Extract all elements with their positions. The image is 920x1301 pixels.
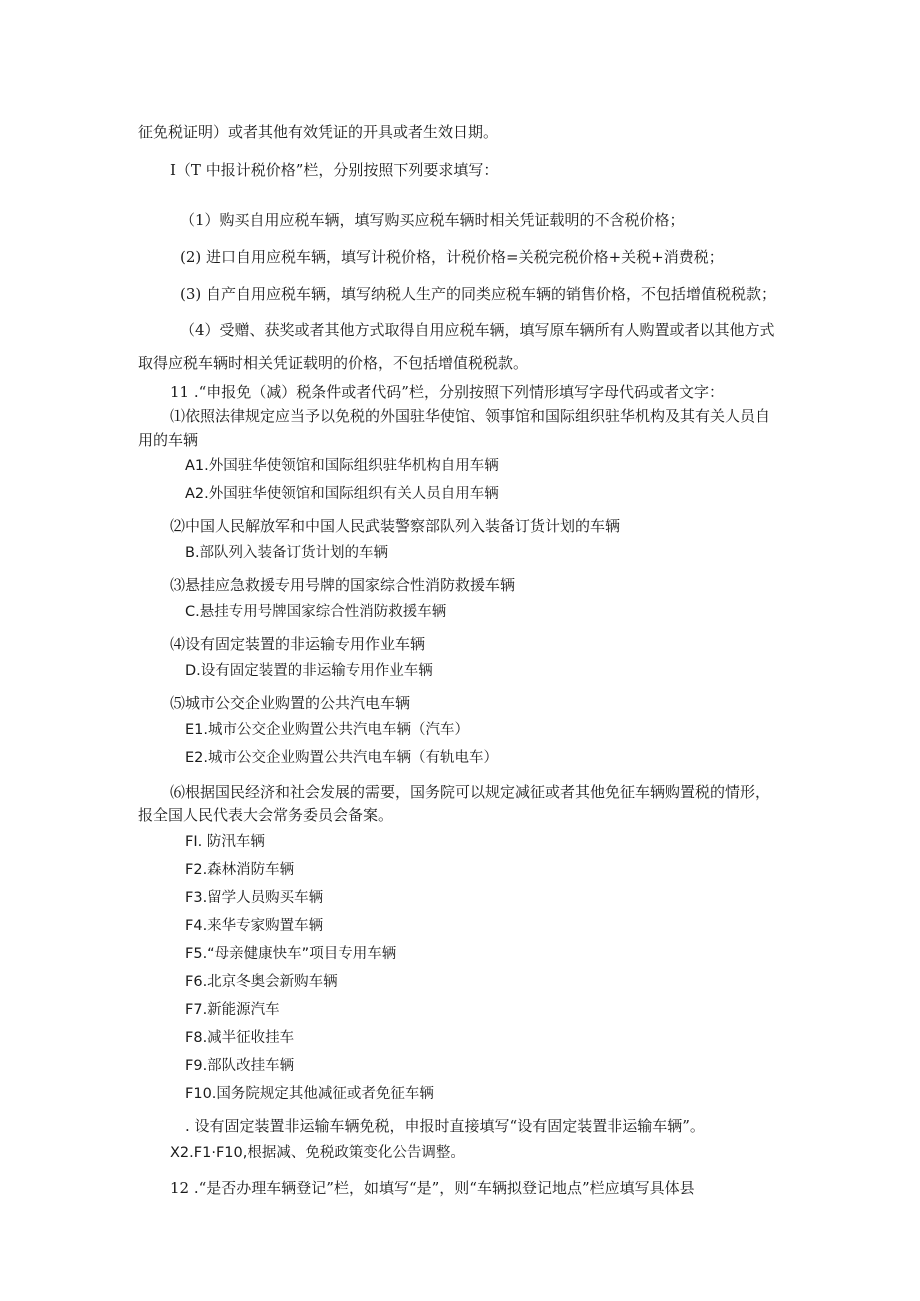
list-item: D.设有固定装置的非运输专用作业车辆 — [185, 663, 433, 679]
text-line: (3) 自产自用应税车辆，填写纳税人生产的同类应税车辆的销售价格，不包括增值税税款； — [180, 285, 777, 303]
list-item: F10.国务院规定其他减征或者免征车辆 — [185, 1086, 434, 1102]
text-line: (2) 进口自用应税车辆，填写计税价格，计税价格=关税完税价格+关税+消费税； — [180, 248, 724, 266]
list-item: E1.城市公交企业购置公共汽电车辆（汽车） — [185, 722, 469, 738]
text-line: 12 .“是否办理车辆登记”栏，如填写“是”，则“车辆拟登记地点”栏应填写具体县 — [170, 1179, 695, 1197]
text-line: 报全国人民代表大会常务委员会备案。 — [138, 806, 394, 824]
list-item: A1.外国驻华使领馆和国际组织驻华机构自用车辆 — [185, 458, 499, 474]
text-line: 征免税证明）或者其他有效凭证的开具或者生效日期。 — [138, 123, 499, 141]
text-line: 用的车辆 — [138, 431, 199, 449]
list-item: E2.城市公交企业购置公共汽电车辆（有轨电车） — [185, 750, 498, 766]
list-item: A2.外国驻华使领馆和国际组织有关人员自用车辆 — [185, 486, 499, 502]
text-line: ⑹根据国民经济和社会发展的需要，国务院可以规定减征或者其他免征车辆购置税的情形， — [170, 783, 771, 801]
list-item: F5.“母亲健康快车”项目专用车辆 — [185, 946, 397, 962]
list-item: F9.部队改挂车辆 — [185, 1058, 295, 1074]
text-line: X2.F1·F10,根据减、免税政策变化公告调整。 — [170, 1145, 465, 1161]
list-item: FI. 防汛车辆 — [185, 834, 265, 850]
list-item: F3.留学人员购买车辆 — [185, 890, 324, 906]
text-line: 11 .“申报免（减）税条件或者代码”栏，分别按照下列情形填写字母代码或者文字： — [170, 383, 724, 401]
text-line: ⑴依照法律规定应当予以免税的外国驻华使馆、领事馆和国际组织驻华机构及其有关人员自 — [170, 407, 771, 425]
list-item: B.部队列入装备订货计划的车辆 — [185, 545, 389, 561]
text-line: ⑸城市公交企业购置的公共汽电车辆 — [170, 694, 411, 712]
list-item: F8.减半征收挂车 — [185, 1030, 295, 1046]
text-line: ⑶悬挂应急救援专用号牌的国家综合性消防救援车辆 — [170, 576, 516, 594]
list-item: F7.新能源汽车 — [185, 1002, 280, 1018]
list-item: C.悬挂专用号牌国家综合性消防救援车辆 — [185, 604, 447, 620]
text-line: ⑵中国人民解放军和中国人民武装警察部队列入装备订货计划的车辆 — [170, 517, 621, 535]
list-item: F6.北京冬奥会新购车辆 — [185, 974, 338, 990]
text-line: . 设有固定装置非运输车辆免税，申报时直接填写“设有固定装置非运输车辆”。 — [185, 1117, 705, 1135]
text-line: 取得应税车辆时相关凭证载明的价格，不包括增值税税款。 — [138, 354, 529, 372]
list-item: F4.来华专家购置车辆 — [185, 918, 324, 934]
text-line: （4）受赠、获奖或者其他方式取得自用应税车辆，填写原车辆所有人购置或者以其他方式 — [180, 321, 775, 339]
list-item: F2.森林消防车辆 — [185, 862, 295, 878]
text-line: （1）购买自用应税车辆，填写购买应税车辆时相关凭证载明的不含税价格； — [180, 211, 685, 229]
text-line: ⑷设有固定装置的非运输专用作业车辆 — [170, 635, 426, 653]
text-line: I（T 中报计税价格”栏，分别按照下列要求填写： — [170, 161, 499, 179]
